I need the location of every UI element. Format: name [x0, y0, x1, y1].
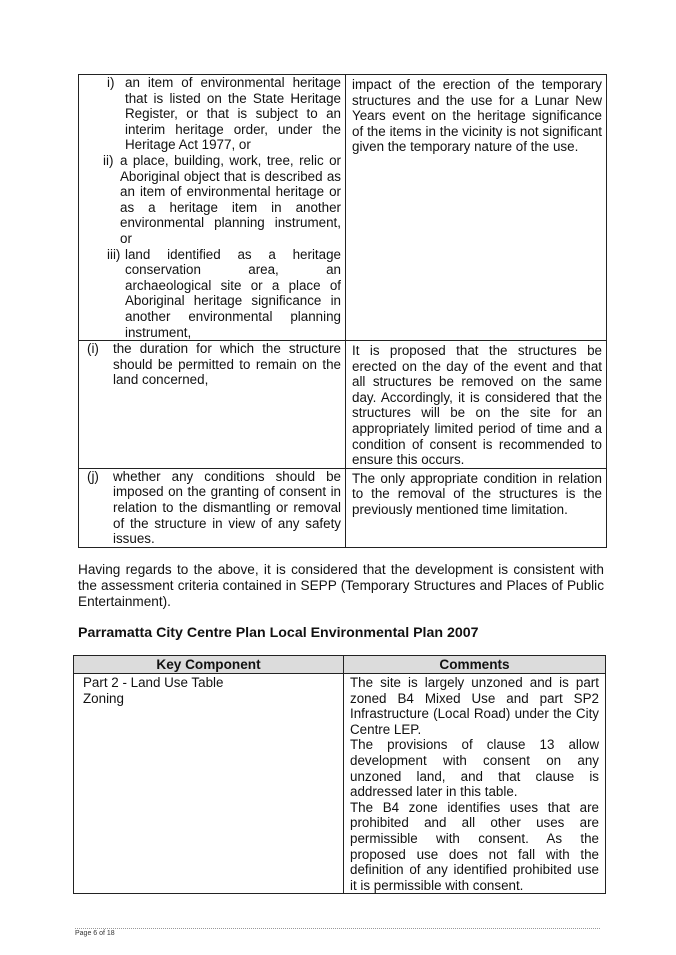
table-row: [79, 468, 607, 547]
table-row: [74, 674, 606, 894]
item-number: ii): [103, 152, 114, 168]
criterion-cell: [79, 341, 346, 469]
comment-paragraph: The site is largely unzoned and is part zoned B4 Mixed Use and part SP2 Infrastructure (Local Road) under the City Centre LEP.: [350, 675, 599, 737]
column-header-key-component: Key Component: [74, 656, 344, 674]
page-number: Page 6 of 18: [75, 930, 115, 937]
assessment-paragraph: Having regards to the above, it is considered that the development is consistent with the assessment criteria contained in SEPP (Temporary Structures and Places of Public Entertainment).: [78, 562, 604, 610]
criterion-cell: [79, 75, 346, 341]
comment-paragraph: The B4 zone identifies uses that are prohibited and all other uses are permissible with consent. As the proposed use does not fall with the definition of any identified prohibited use it is permissible with consent.: [350, 799, 599, 893]
table-header-row: [74, 656, 606, 674]
list-item: [103, 153, 341, 247]
item-number: iii): [107, 246, 121, 262]
criterion-cell: [79, 468, 346, 547]
column-header-comments: Comments: [344, 656, 606, 674]
table-row: [79, 75, 607, 341]
comment-cell: It is proposed that the structures be erected on the day of the event and that all structures be removed on the same day. Accordingly, it is considered that the structures will be on the site for an appropriately limited period of time and a condition of consent is recommended to ensure this occurs.: [346, 341, 607, 469]
criterion-number: (i): [87, 341, 99, 357]
comment-cell: impact of the erection of the temporary structures and the use for a Lunar New Years event on the heritage significance of the items in the vicinity is not significant given the temporary nature of the use.: [346, 75, 607, 341]
criteria-table: [78, 74, 607, 548]
footer-divider: [75, 928, 600, 929]
component-subtitle: Zoning: [83, 690, 124, 706]
item-text: a place, building, work, tree, relic or Aboriginal object that is described as an item of environmental heritage or as a heritage item in another environmental planning instrument, or: [120, 152, 341, 246]
item-number: i): [107, 75, 115, 90]
item-text: land identified as a heritage conservation area, an archaeological site or a place of Aboriginal heritage significance in another environmental planning instrument,: [125, 246, 341, 340]
comments-cell: [344, 674, 606, 894]
table-row: [79, 341, 607, 469]
criterion-text: whether any conditions should be imposed on the granting of consent in relation to the dismantling or removal of the structure in view of any safety issues.: [113, 468, 341, 547]
list-item: [107, 75, 341, 153]
comment-paragraph: The provisions of clause 13 allow development with consent on any unzoned land, and that clause is addressed later in this table.: [350, 737, 599, 800]
section-heading: Parramatta City Centre Plan Local Environmental Plan 2007: [78, 625, 479, 641]
criterion-text: the duration for which the structure should be permitted to remain on the land concerned,: [113, 341, 341, 388]
lep-table: [73, 655, 606, 894]
component-title: Part 2 - Land Use Table: [83, 675, 224, 690]
list-item: [107, 247, 341, 341]
item-text: an item of environmental heritage that is listed on the State Heritage Register, or that is subject to an interim heritage order, under the Heritage Act 1977, or: [125, 75, 341, 153]
comment-cell: The only appropriate condition in relation to the removal of the structures is the previously mentioned time limitation.: [346, 468, 607, 547]
criterion-number: (j): [87, 468, 99, 484]
component-cell: [74, 674, 344, 894]
